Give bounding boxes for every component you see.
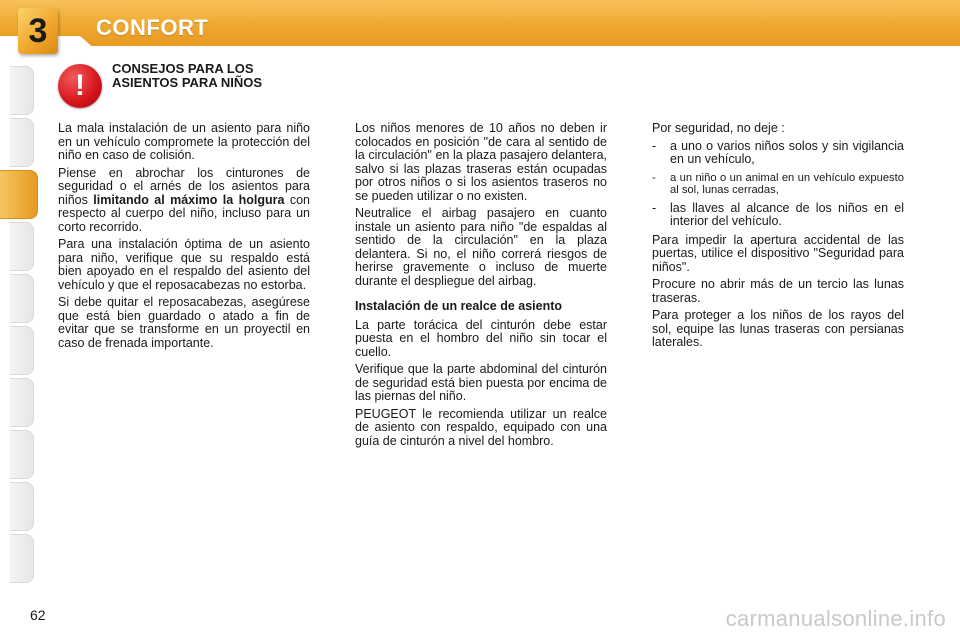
paragraph: Si debe quitar el reposacabezas, asegúrese que está bien guardado o atado a fin de evitar que se transforme en un proyectil en caso de frenada importante. bbox=[58, 295, 310, 350]
chapter-tabs bbox=[0, 66, 36, 578]
list-item bbox=[652, 202, 904, 229]
chapter-tab-10[interactable] bbox=[10, 534, 34, 583]
text-column-1 bbox=[58, 122, 310, 354]
list-item-text: a uno o varios niños solos y sin vigilancia en un vehículo, bbox=[670, 138, 904, 166]
list-item bbox=[652, 140, 904, 167]
chapter-tab-6[interactable] bbox=[10, 326, 34, 375]
dash-bullet: - bbox=[652, 200, 657, 215]
text-column-3 bbox=[652, 122, 904, 354]
paragraph: Procure no abrir más de un tercio las lunas traseras. bbox=[652, 277, 904, 305]
paragraph: La parte torácica del cinturón debe estar puesta en el hombro del niño sin tocar el cuello. bbox=[355, 317, 607, 359]
exclamation-warning-icon: ! bbox=[58, 64, 102, 108]
paragraph: PEUGEOT le recomienda utilizar un realce de asiento con respaldo, equipado con una guía de cinturón a nivel del hombro. bbox=[355, 406, 607, 448]
chapter-tab-5[interactable] bbox=[10, 274, 34, 323]
subheading: Instalación de un realce de asiento bbox=[355, 299, 563, 313]
paragraph: Para una instalación óptima de un asiento para niño, verifique que su respaldo está bien apoyado en el respaldo del asiento del vehículo y que el reposacabezas no estorba. bbox=[58, 237, 310, 292]
list-item bbox=[652, 172, 904, 197]
paragraph-text: con respecto al cuerpo del niño, incluso para un corto recorrido. bbox=[58, 192, 310, 234]
dash-bullet: - bbox=[652, 138, 657, 153]
paragraph: Para proteger a los niños de los rayos del sol, equipe las lunas traseras con persianas laterales. bbox=[652, 308, 904, 349]
chapter-tab-8[interactable] bbox=[10, 430, 34, 479]
chapter-number-badge: 3 bbox=[18, 8, 58, 54]
chapter-title: CONFORT bbox=[96, 15, 209, 40]
paragraph: Para impedir la apertura accidental de las puertas, utilice el dispositivo "Seguridad para niños". bbox=[652, 232, 904, 274]
list-item-text: las llaves al alcance de los niños en el interior del vehículo. bbox=[670, 200, 904, 228]
paragraph-text: Piense en abrochar los cinturones de seguridad o el arnés de los asientos para niños bbox=[58, 165, 310, 207]
page-number: 62 bbox=[30, 607, 46, 623]
chapter-tab-9[interactable] bbox=[10, 482, 34, 531]
text-column-2 bbox=[355, 122, 607, 452]
paragraph: Los niños menores de 10 años no deben ir colocados en posición "de cara al sentido de la circulación" en la plaza pasajero delantera, salvo si las plazas traseras están ocupadas por otros niños o si los asientos traseros no se pueden utilizar o no existen. bbox=[355, 121, 607, 203]
dash-bullet: - bbox=[652, 171, 656, 184]
paragraph: La mala instalación de un asiento para niño en un vehículo compromete la protección del niño en caso de colisión. bbox=[58, 121, 310, 162]
watermark: carmanualsonline.info bbox=[725, 606, 946, 631]
warning-list bbox=[652, 140, 904, 229]
chapter-tab-1[interactable] bbox=[10, 66, 34, 115]
list-intro: Por seguridad, no deje : bbox=[652, 121, 785, 135]
chapter-tab-2[interactable] bbox=[10, 118, 34, 167]
chapter-tab-7[interactable] bbox=[10, 378, 34, 427]
paragraph: Neutralice el airbag pasajero en cuanto instale un asiento para niño "de espaldas al sentido de la circulación" en la plaza delantera. Si no, el niño correrá riesgos de herirse gravemente o incluso de muerte durante el despliegue del airbag. bbox=[355, 206, 607, 288]
paragraph: Verifique que la parte abdominal del cinturón de seguridad está bien puesta por encima de las piernas del niño. bbox=[355, 362, 607, 403]
chapter-tab-3-active[interactable] bbox=[0, 170, 38, 219]
list-item-text: a un niño o un animal en un vehículo expuesto al sol, lunas cerradas, bbox=[670, 171, 904, 196]
emphasis-text: limitando al máximo la holgura bbox=[93, 192, 285, 207]
paragraph bbox=[58, 167, 310, 235]
chapter-tab-4[interactable] bbox=[10, 222, 34, 271]
section-title: CONSEJOS PARA LOS ASIENTOS PARA NIÑOS bbox=[112, 61, 263, 90]
